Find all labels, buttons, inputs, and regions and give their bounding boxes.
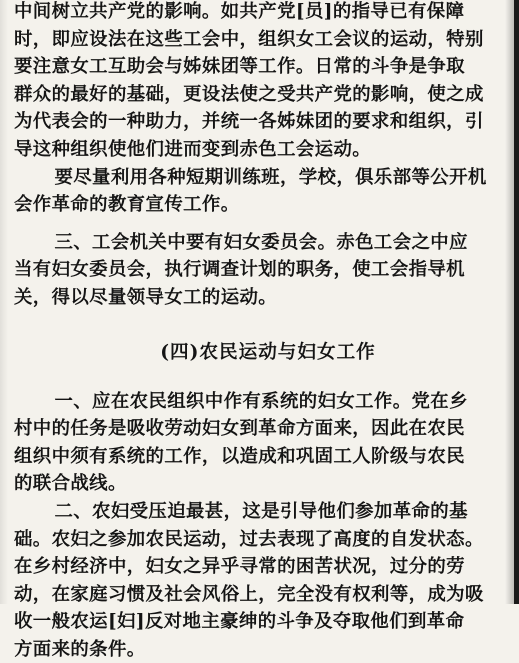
text-line: 要尽量利用各种短期训练班，学校，俱乐部等公开机	[54, 166, 487, 188]
text-line: 一、应在农民组织中作有系统的妇女工作。党在乡	[54, 390, 468, 412]
text-line: 当有妇女委员会，执行调查计划的职务，使工会指导机	[14, 259, 465, 281]
text-line: 群众的最好的基础，更设法使之受共产党的影响，使之成	[14, 83, 484, 105]
text-line: 的联合战线。	[14, 473, 127, 495]
text-line: 组织中须有系统的工作，以造成和巩固工人阶级与农民	[14, 445, 465, 467]
page-left-shadow	[0, 0, 8, 604]
text-line: 导这种组织使他们进而变到赤色工会运动。	[14, 138, 372, 160]
page-right-edge	[514, 0, 519, 604]
section-heading: (四)农民运动与妇女工作	[160, 341, 376, 363]
text-line: 三、工会机关中要有妇女委员会。赤色工会之中应	[54, 231, 468, 253]
text-line: 收一般农运[妇]反对地主豪绅的斗争及夺取他们到革命	[14, 611, 465, 633]
text-line: 为代表会的一种助力，并统一各姊妹团的要求和组织，引	[14, 111, 484, 133]
text-line: 要注意女工互助会与姊妹团等工作。日常的斗争是争取	[14, 56, 465, 78]
text-line: 二、农妇受压迫最甚，这是引导他们参加革命的基	[54, 500, 468, 522]
text-line: 中间树立共产党的影响。如共产党[员]的指导已有保障	[14, 1, 465, 22]
text-line: 础。农妇之参加农民运动，过去表现了高度的自发状态。	[14, 528, 484, 550]
paragraph-3	[14, 229, 492, 312]
text-line: 方面来的条件。	[14, 638, 146, 660]
text-line: 在乡村经济中，妇女之异乎寻常的困苦状况，过分的劳	[14, 556, 465, 578]
text-line: 动，在家庭习惯及社会风俗上，完全没有权利等，成为吸	[14, 583, 484, 605]
paragraph-4	[14, 388, 492, 498]
text-line: 会作革命的教育宣传工作。	[14, 194, 240, 216]
paragraph-1	[14, 0, 492, 164]
text-line: 关，得以尽量领导女工的运动。	[14, 286, 278, 308]
text-line: 时，即应设法在这些工会中，组织女工会议的运动，特别	[14, 28, 484, 50]
paragraph-5	[14, 498, 492, 663]
paragraph-2	[14, 164, 492, 219]
text-line: 村中的任务是吸收劳动妇女到革命方面来，因此在农民	[14, 418, 465, 440]
document-body	[14, 0, 492, 663]
